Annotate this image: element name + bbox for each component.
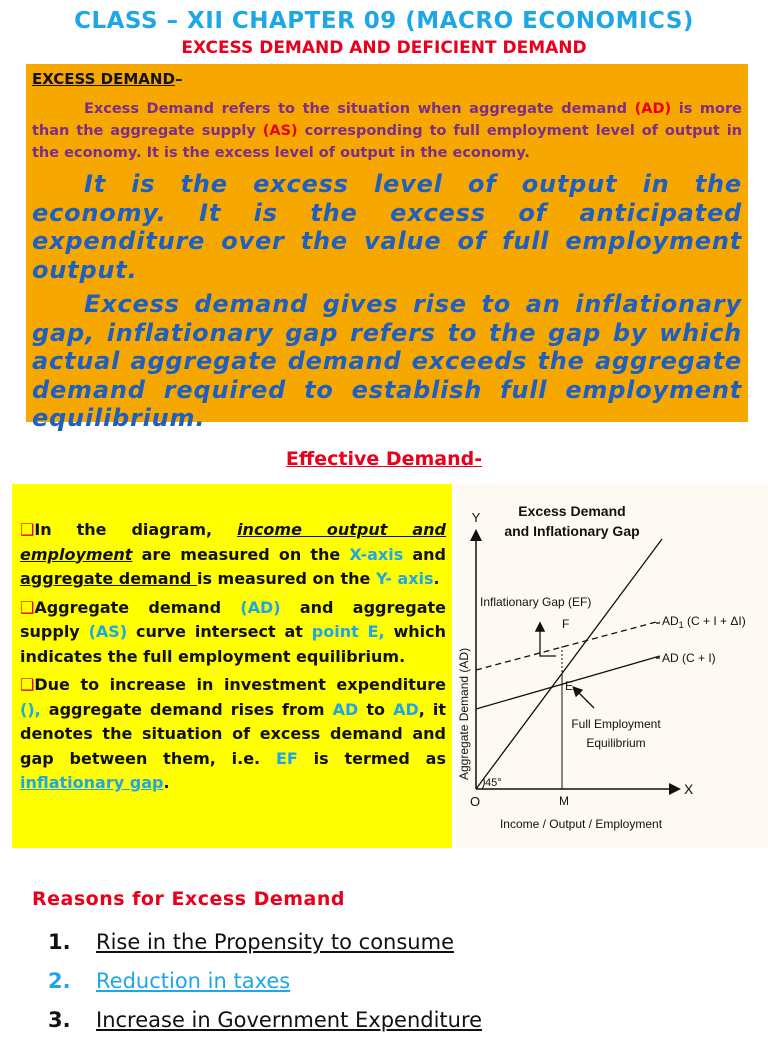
bullet-item: ❑In the diagram, income output and employment are measured on the X-axis and aggregate demand is measured on the Y- axis. — [20, 520, 447, 588]
list-item: 3. Increase in Government Expenditure — [48, 1008, 483, 1032]
x-axis-label: Income / Output / Employment — [499, 817, 663, 831]
effective-demand-heading: Effective Demand- — [285, 448, 483, 470]
equilibrium-label-line-1: Full Employment — [571, 717, 661, 731]
reasons-list — [48, 930, 482, 1047]
checkbox-bullet-icon: ❑ — [20, 597, 35, 617]
page-subtitle: EXCESS DEMAND AND DEFICIENT DEMAND — [181, 38, 587, 58]
inflationary-gap-link[interactable]: inflationary gap — [20, 773, 164, 792]
point-e-label: E — [565, 679, 574, 693]
gap-label: Inflationary Gap (EF) — [480, 595, 592, 609]
ad-label: AD (C + I) — [662, 651, 716, 665]
equilibrium-label-line-2: Equilibrium — [586, 736, 646, 750]
reasons-heading: Reasons for Excess Demand — [32, 888, 345, 910]
point-f-label: F — [562, 617, 570, 631]
list-item: 1. Rise in the Propensity to consume — [48, 930, 454, 954]
excess-demand-paragraph-1: It is the excess level of output in the economy. It is the excess of anticipated expenditure over the value of full employment output. — [32, 170, 742, 284]
excess-demand-heading: EXCESS DEMAND– — [32, 70, 183, 88]
excess-demand-definition: Excess Demand refers to the situation when aggregate demand (AD) is more than the aggregate supply (AS) corresponding to full employment level of output in the economy. It is the excess level of output in the economy. — [32, 101, 742, 161]
angle-label: 45° — [485, 777, 502, 789]
y-axis-label: Aggregate Demand (AD) — [457, 647, 471, 780]
bullet-item: ❑Aggregate demand (AD) and aggregate supply (AS) curve intersect at point E, which indicates the full employment equilibrium. — [20, 597, 447, 666]
ad-line — [476, 656, 660, 709]
inflationary-gap-diagram — [456, 484, 768, 848]
checkbox-bullet-icon: ❑ — [20, 520, 35, 539]
bullet-item: ❑Due to increase in investment expenditure (), aggregate demand rises from AD to AD, it denotes the situation of excess demand and gap between them, i.e. EF is termed as inflationary gap. — [20, 675, 447, 792]
equilibrium-arrow-icon — [574, 688, 594, 708]
checkbox-bullet-icon: ❑ — [20, 675, 35, 694]
explanation-bullets — [20, 518, 446, 800]
diagram-title-line-1: Excess Demand — [518, 503, 626, 519]
excess-demand-paragraph-2: Excess demand gives rise to an inflationary gap, inflationary gap refers to the gap by which actual aggregate demand exceeds the aggregate demand required to establish full employment equilibrium. — [32, 290, 742, 432]
origin-label: O — [470, 794, 481, 809]
diagram-title-line-2: and Inflationary Gap — [504, 523, 640, 539]
ad1-label: $AD_1$ (C + I + ΔI) — [662, 614, 746, 630]
list-item: 2. Reduction in taxes — [48, 969, 291, 993]
point-m-label: M — [559, 794, 569, 808]
page-title: CLASS – XII CHAPTER 09 (MACRO ECONOMICS) — [74, 8, 694, 34]
x-axis-letter: X — [684, 781, 694, 797]
y-axis-letter: Y — [471, 510, 481, 525]
